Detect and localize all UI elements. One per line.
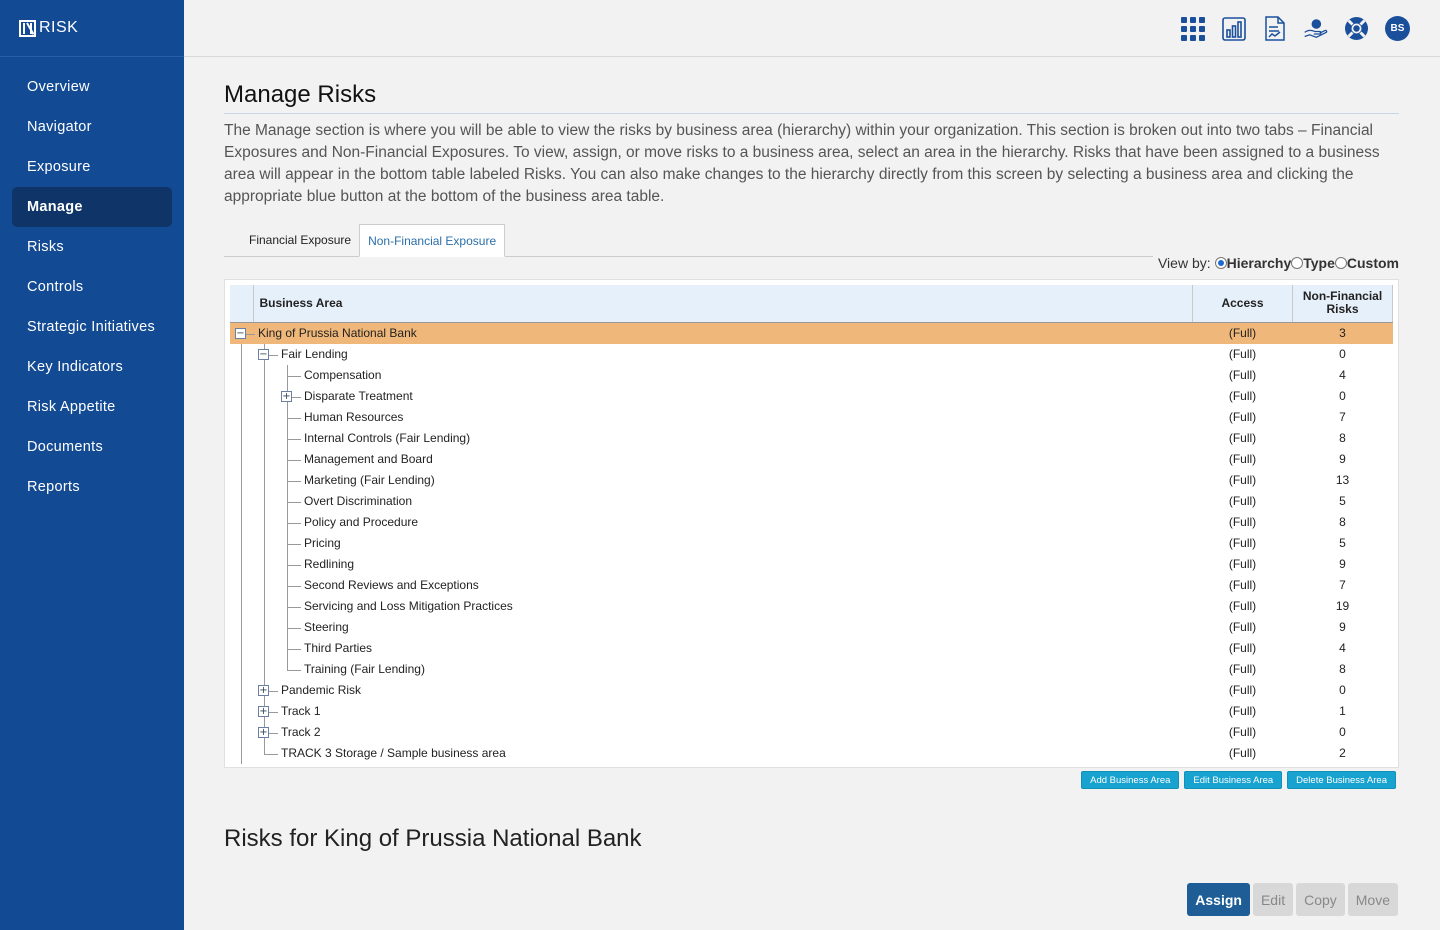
tree-line — [264, 365, 265, 386]
row-name-cell[interactable] — [230, 470, 1193, 491]
risks-section-title: Risks for King of Prussia National Bank — [224, 825, 642, 852]
row-name-cell[interactable] — [230, 701, 1193, 722]
view-by-type[interactable] — [1291, 255, 1335, 271]
help-hand-icon[interactable] — [1303, 16, 1328, 41]
access-cell: (Full) — [1228, 704, 1257, 718]
tree-line — [287, 586, 301, 587]
risk-count-cell: 0 — [1339, 683, 1346, 697]
business-area-label[interactable]: Redlining — [304, 556, 355, 571]
delete-business-area-button[interactable]: Delete Business Area — [1287, 771, 1396, 789]
table-row[interactable] — [230, 365, 1393, 386]
risk-count-cell: 5 — [1339, 494, 1346, 508]
access-cell: (Full) — [1228, 431, 1257, 445]
tree-line — [241, 617, 242, 638]
radio-custom[interactable] — [1335, 257, 1347, 269]
sidebar-item-navigator[interactable]: Navigator — [27, 119, 92, 135]
tree-line — [264, 638, 265, 659]
tree-line — [241, 428, 242, 449]
access-cell: (Full) — [1228, 725, 1257, 739]
sidebar-item-risk-appetite[interactable]: Risk Appetite — [27, 399, 116, 415]
table-row[interactable] — [230, 386, 1393, 407]
tree-line — [264, 449, 265, 470]
business-area-actions — [1081, 771, 1396, 789]
collapse-icon[interactable]: − — [259, 348, 268, 360]
access-cell: (Full) — [1193, 322, 1293, 344]
row-name-cell[interactable] — [230, 617, 1193, 638]
business-area-label[interactable]: Marketing (Fair Lending) — [304, 472, 435, 487]
risk-count-cell: 1 — [1339, 704, 1346, 718]
view-by-type-label: Type — [1303, 255, 1335, 271]
bar-chart-icon[interactable] — [1221, 16, 1246, 41]
tree-line — [241, 701, 242, 722]
row-name-cell[interactable] — [230, 596, 1193, 617]
tree-line — [264, 659, 265, 680]
tree-line — [287, 670, 301, 671]
access-cell: (Full) — [1228, 578, 1257, 592]
risk-actions — [1187, 883, 1398, 916]
tree-line — [287, 649, 301, 650]
row-name-cell[interactable] — [230, 386, 1193, 407]
business-area-label[interactable]: Fair Lending — [281, 346, 348, 361]
report-doc-icon[interactable] — [1262, 16, 1287, 41]
tree-line — [241, 722, 242, 743]
header-non-financial-risks[interactable] — [1293, 285, 1393, 322]
add-business-area-button[interactable]: Add Business Area — [1081, 771, 1179, 789]
access-cell: (Full) — [1228, 452, 1257, 466]
table-row[interactable] — [230, 533, 1393, 554]
header-business-area[interactable]: Business Area — [253, 285, 1193, 322]
row-name-cell[interactable] — [230, 680, 1193, 701]
tree-line — [287, 659, 288, 670]
risk-count-cell: 0 — [1339, 725, 1346, 739]
row-name-cell[interactable] — [230, 512, 1193, 533]
business-area-label[interactable]: Second Reviews and Exceptions — [304, 577, 479, 592]
table-row[interactable] — [230, 617, 1393, 638]
table-row[interactable] — [230, 680, 1393, 701]
radio-hierarchy[interactable] — [1215, 257, 1227, 269]
tree-line — [264, 491, 265, 512]
tree-line — [241, 407, 242, 428]
tree-line — [241, 449, 242, 470]
business-area-label[interactable]: TRACK 3 Storage / Sample business area — [281, 745, 506, 760]
page-description: The Manage section is where you will be able to view the risks by business area (hierarchy) within your organization. This section is broken out into two tabs – Financial Exposures and Non-Financial Exposures. To view, assign, or move risks to a business area, select an area in the hierarchy. Risks that have been assigned to a business area will appear in the bottom table labeled Risks. You can also make changes to the hierarchy directly from this screen by selecting a business area and clicking the appropriate blue button at the bottom of the business area table. — [224, 122, 1380, 205]
risk-count-cell: 4 — [1339, 641, 1346, 655]
business-area-label[interactable]: Track 1 — [281, 703, 321, 718]
sidebar-item-exposure[interactable]: Exposure — [27, 159, 91, 175]
access-cell: (Full) — [1228, 683, 1257, 697]
tree-line — [287, 523, 301, 524]
tree-line — [264, 470, 265, 491]
tree-line — [287, 502, 301, 503]
tree-line — [287, 376, 301, 377]
access-cell: (Full) — [1228, 746, 1257, 760]
expand-icon[interactable]: + — [259, 726, 268, 738]
access-cell: (Full) — [1228, 347, 1257, 361]
risk-count-cell: 0 — [1339, 389, 1346, 403]
n-logo-icon — [19, 20, 36, 37]
risk-count-cell: 19 — [1335, 599, 1350, 613]
table-row[interactable] — [230, 659, 1393, 680]
main-content — [224, 57, 1399, 908]
table-row[interactable] — [230, 701, 1393, 722]
risk-count-cell: 7 — [1339, 410, 1346, 424]
business-area-label[interactable]: King of Prussia National Bank — [258, 325, 417, 340]
business-area-label[interactable]: Steering — [304, 619, 349, 634]
row-name-cell[interactable] — [230, 554, 1193, 575]
risk-count-cell: 2 — [1339, 746, 1346, 760]
row-name-cell[interactable] — [230, 743, 1193, 764]
row-name-cell[interactable] — [230, 575, 1193, 596]
tree-line — [241, 575, 242, 596]
view-by-custom[interactable] — [1335, 255, 1399, 271]
tree-line — [287, 481, 301, 482]
tree-line — [287, 607, 301, 608]
risk-count-cell: 8 — [1339, 515, 1346, 529]
page-title: Manage Risks — [224, 81, 1399, 114]
gutter-header — [230, 285, 253, 322]
tree-line — [241, 554, 242, 575]
header-nfr-line2: Risks — [1326, 302, 1359, 317]
tree-line — [287, 418, 301, 419]
tree-line — [264, 596, 265, 617]
risk-count-cell: 8 — [1339, 431, 1346, 445]
sidebar-nav — [0, 57, 184, 507]
business-area-label[interactable]: Pandemic Risk — [281, 682, 362, 697]
business-area-label[interactable]: Track 2 — [281, 724, 321, 739]
sidebar-item-strategic-initiatives[interactable]: Strategic Initiatives — [27, 319, 155, 335]
table-row[interactable] — [230, 491, 1393, 512]
row-name-cell[interactable] — [230, 659, 1193, 680]
header-access[interactable]: Access — [1193, 285, 1293, 322]
table-row[interactable] — [230, 449, 1393, 470]
tree-line — [241, 470, 242, 491]
risk-count-cell: 4 — [1339, 368, 1346, 382]
row-name-cell[interactable] — [230, 638, 1193, 659]
table-row[interactable] — [230, 344, 1393, 365]
tree-line — [241, 386, 242, 407]
tree-line — [264, 428, 265, 449]
sidebar-item-overview[interactable]: Overview — [27, 79, 90, 95]
table-row[interactable] — [230, 322, 1393, 344]
sidebar-item-manage[interactable]: Manage — [12, 187, 172, 227]
tree-line — [241, 743, 242, 764]
top-bar — [184, 0, 1440, 57]
sidebar-item-reports[interactable]: Reports — [27, 479, 80, 495]
assign-button[interactable]: Assign — [1187, 883, 1250, 916]
table-row[interactable] — [230, 743, 1393, 764]
sidebar-item-risks[interactable]: Risks — [27, 239, 64, 255]
radio-type[interactable] — [1291, 257, 1303, 269]
sidebar-item-controls[interactable]: Controls — [27, 279, 84, 295]
sidebar — [0, 0, 184, 930]
row-name-cell[interactable] — [230, 491, 1193, 512]
risk-count-cell: 3 — [1293, 322, 1393, 344]
row-name-cell[interactable] — [230, 533, 1193, 554]
collapse-icon[interactable]: − — [236, 327, 245, 339]
access-cell: (Full) — [1228, 368, 1257, 382]
row-name-cell[interactable] — [230, 407, 1193, 428]
copy-button[interactable]: Copy — [1296, 883, 1345, 916]
tree-line — [264, 554, 265, 575]
business-area-label[interactable]: Internal Controls (Fair Lending) — [304, 430, 471, 445]
view-by-hierarchy[interactable] — [1215, 255, 1292, 271]
edit-risk-button[interactable]: Edit — [1253, 883, 1293, 916]
row-name-cell[interactable] — [230, 449, 1193, 470]
business-area-label[interactable]: Pricing — [304, 535, 341, 550]
business-area-label[interactable]: Compensation — [304, 367, 382, 382]
access-cell: (Full) — [1228, 389, 1257, 403]
view-by-custom-label: Custom — [1346, 255, 1399, 271]
business-area-label[interactable]: Human Resources — [304, 409, 404, 424]
access-cell: (Full) — [1228, 641, 1257, 655]
risk-count-cell: 8 — [1339, 662, 1346, 676]
table-row[interactable] — [230, 638, 1393, 659]
expand-icon[interactable]: + — [259, 684, 268, 696]
view-by-selector — [1158, 255, 1399, 271]
tree-line — [241, 659, 242, 680]
business-area-label[interactable]: Training (Fair Lending) — [304, 661, 425, 676]
expand-icon[interactable]: + — [259, 705, 268, 717]
apps-grid-icon[interactable] — [1180, 16, 1205, 41]
business-area-label[interactable]: Management and Board — [304, 451, 433, 466]
tab-non-financial-exposure[interactable]: Non-Financial Exposure — [359, 224, 505, 257]
access-cell: (Full) — [1228, 557, 1257, 571]
tab-financial-exposure[interactable]: Financial Exposure — [249, 233, 352, 247]
tree-line — [241, 638, 242, 659]
table-row[interactable] — [230, 722, 1393, 743]
risk-count-cell: 7 — [1339, 578, 1346, 592]
access-cell: (Full) — [1228, 494, 1257, 508]
tree-line — [241, 596, 242, 617]
business-area-label[interactable]: Policy and Procedure — [304, 514, 419, 529]
tree-line — [264, 512, 265, 533]
risk-count-cell: 9 — [1339, 620, 1346, 634]
exposure-tabs — [224, 224, 1153, 257]
move-button[interactable]: Move — [1348, 883, 1398, 916]
risk-count-cell: 0 — [1339, 347, 1346, 361]
table-row[interactable] — [230, 470, 1393, 491]
tree-line — [264, 533, 265, 554]
business-area-tree — [224, 279, 1399, 768]
tree-line — [241, 491, 242, 512]
access-cell: (Full) — [1228, 620, 1257, 634]
risk-count-cell: 5 — [1339, 536, 1346, 550]
tree-line — [264, 754, 278, 755]
risk-count-cell: 9 — [1339, 452, 1346, 466]
edit-business-area-button[interactable]: Edit Business Area — [1184, 771, 1282, 789]
access-cell: (Full) — [1228, 599, 1257, 613]
tree-line — [264, 743, 265, 754]
risk-count-cell: 13 — [1335, 473, 1350, 487]
access-cell: (Full) — [1228, 536, 1257, 550]
tree-line — [264, 407, 265, 428]
tree-line — [264, 386, 265, 407]
tree-line — [241, 512, 242, 533]
view-by-label: View by: — [1157, 255, 1211, 271]
table-row[interactable] — [230, 512, 1393, 533]
tree-line — [264, 575, 265, 596]
table-row[interactable] — [230, 596, 1393, 617]
table-row[interactable] — [230, 428, 1393, 449]
tree-line — [287, 565, 301, 566]
tree-line — [264, 617, 265, 638]
header-nfr-line1: Non-Financial — [1302, 289, 1383, 304]
expand-icon[interactable]: + — [282, 390, 291, 402]
risk-count-cell: 9 — [1339, 557, 1346, 571]
business-area-label[interactable]: Third Parties — [304, 640, 373, 655]
table-row[interactable] — [230, 575, 1393, 596]
tree-line — [287, 544, 301, 545]
lifebuoy-icon[interactable] — [1344, 16, 1369, 41]
sidebar-item-key-indicators[interactable]: Key Indicators — [27, 359, 124, 375]
business-area-table — [230, 285, 1393, 764]
row-name-cell[interactable] — [230, 722, 1193, 743]
tree-line — [241, 344, 242, 365]
table-row[interactable] — [230, 407, 1393, 428]
access-cell: (Full) — [1228, 473, 1257, 487]
access-cell: (Full) — [1228, 662, 1257, 676]
tree-line — [287, 628, 301, 629]
access-cell: (Full) — [1228, 410, 1257, 424]
tree-line — [241, 533, 242, 554]
app-logo[interactable] — [0, 0, 184, 57]
access-cell: (Full) — [1228, 515, 1257, 529]
row-name-cell[interactable] — [230, 322, 1193, 344]
row-name-cell[interactable] — [230, 344, 1193, 365]
tree-line — [241, 680, 242, 701]
view-by-hierarchy-label: Hierarchy — [1226, 255, 1292, 271]
tree-line — [241, 365, 242, 386]
tree-line — [287, 439, 301, 440]
table-row[interactable] — [230, 554, 1393, 575]
sidebar-item-documents[interactable]: Documents — [27, 439, 104, 455]
tree-line — [287, 460, 301, 461]
business-area-label[interactable]: Disparate Treatment — [304, 388, 413, 403]
business-area-label[interactable]: Overt Discrimination — [304, 493, 413, 508]
logo-text: RISK — [39, 19, 79, 36]
business-area-label[interactable]: Servicing and Loss Mitigation Practices — [304, 598, 513, 613]
user-avatar[interactable]: BS — [1385, 16, 1410, 41]
row-name-cell[interactable] — [230, 428, 1193, 449]
row-name-cell[interactable] — [230, 365, 1193, 386]
